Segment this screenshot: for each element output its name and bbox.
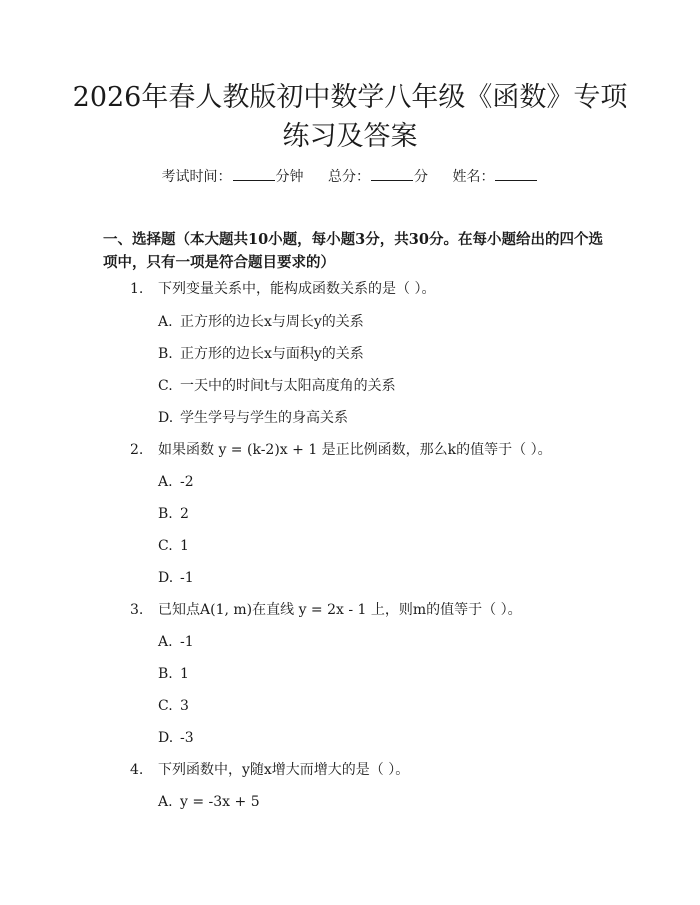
option-letter: A.	[158, 794, 173, 810]
question-number: 1.	[130, 281, 144, 297]
question-number: 3.	[130, 602, 144, 618]
total-score-field	[328, 169, 432, 185]
option-letter: B.	[158, 666, 173, 682]
document-title: 2026年春人教版初中数学八年级《函数》专项练习及答案	[72, 82, 628, 152]
option-text: 学生学号与学生的身高关系	[180, 410, 348, 426]
option-letter: C.	[158, 378, 173, 394]
exam-time-field	[162, 169, 308, 185]
option-text: -2	[180, 474, 194, 490]
total-score-blank	[371, 166, 413, 181]
option-text: 一天中的时间t与太阳高度角的关系	[180, 378, 396, 394]
question-text: 下列变量关系中，能构成函数关系的是（ ）。	[158, 281, 436, 297]
option-letter: C.	[158, 538, 173, 554]
student-name-field	[452, 169, 538, 185]
total-score-label: 总分：	[328, 169, 370, 185]
option-letter: D.	[158, 730, 174, 746]
option-text: -1	[180, 570, 194, 586]
option-letter: D.	[158, 570, 174, 586]
exam-time-unit: 分钟	[275, 169, 304, 185]
question-text: 已知点A(1, m)在直线 y = 2x - 1 上，则m的值等于（ ）。	[158, 602, 522, 618]
option-letter: B.	[158, 506, 173, 522]
option-text: 1	[180, 538, 189, 554]
option-letter: A.	[158, 634, 173, 650]
question-number: 2.	[130, 442, 144, 458]
option-text: 正方形的边长x与周长y的关系	[180, 314, 364, 330]
question-text: 下列函数中，y随x增大而增大的是（ ）。	[158, 762, 410, 778]
question-number: 4.	[130, 762, 144, 778]
exam-info	[0, 166, 700, 188]
exam-time-label: 考试时间：	[161, 169, 232, 185]
section-header: 一、选择题（本大题共10小题，每小题3分，共30分。在每小题给出的四个选项中，只有一项是符合题目要求的）	[103, 231, 603, 271]
student-name-label: 姓名：	[452, 169, 495, 185]
option-letter: A.	[158, 474, 173, 490]
option-text: y = -3x + 5	[180, 794, 260, 810]
option-text: 3	[180, 698, 189, 714]
question-text: 如果函数 y = (k-2)x + 1 是正比例函数，那么k的值等于（ ）。	[158, 442, 552, 458]
option-letter: B.	[158, 346, 173, 362]
option-text: -1	[180, 634, 194, 650]
exam-time-blank	[233, 166, 275, 181]
option-text: -3	[180, 730, 194, 746]
option-text: 1	[180, 666, 189, 682]
option-text: 正方形的边长x与面积y的关系	[180, 346, 364, 362]
option-letter: D.	[158, 410, 174, 426]
option-letter: A.	[158, 314, 173, 330]
option-letter: C.	[158, 698, 173, 714]
student-name-blank	[495, 166, 537, 181]
option-text: 2	[180, 506, 189, 522]
total-score-unit: 分	[414, 169, 428, 185]
